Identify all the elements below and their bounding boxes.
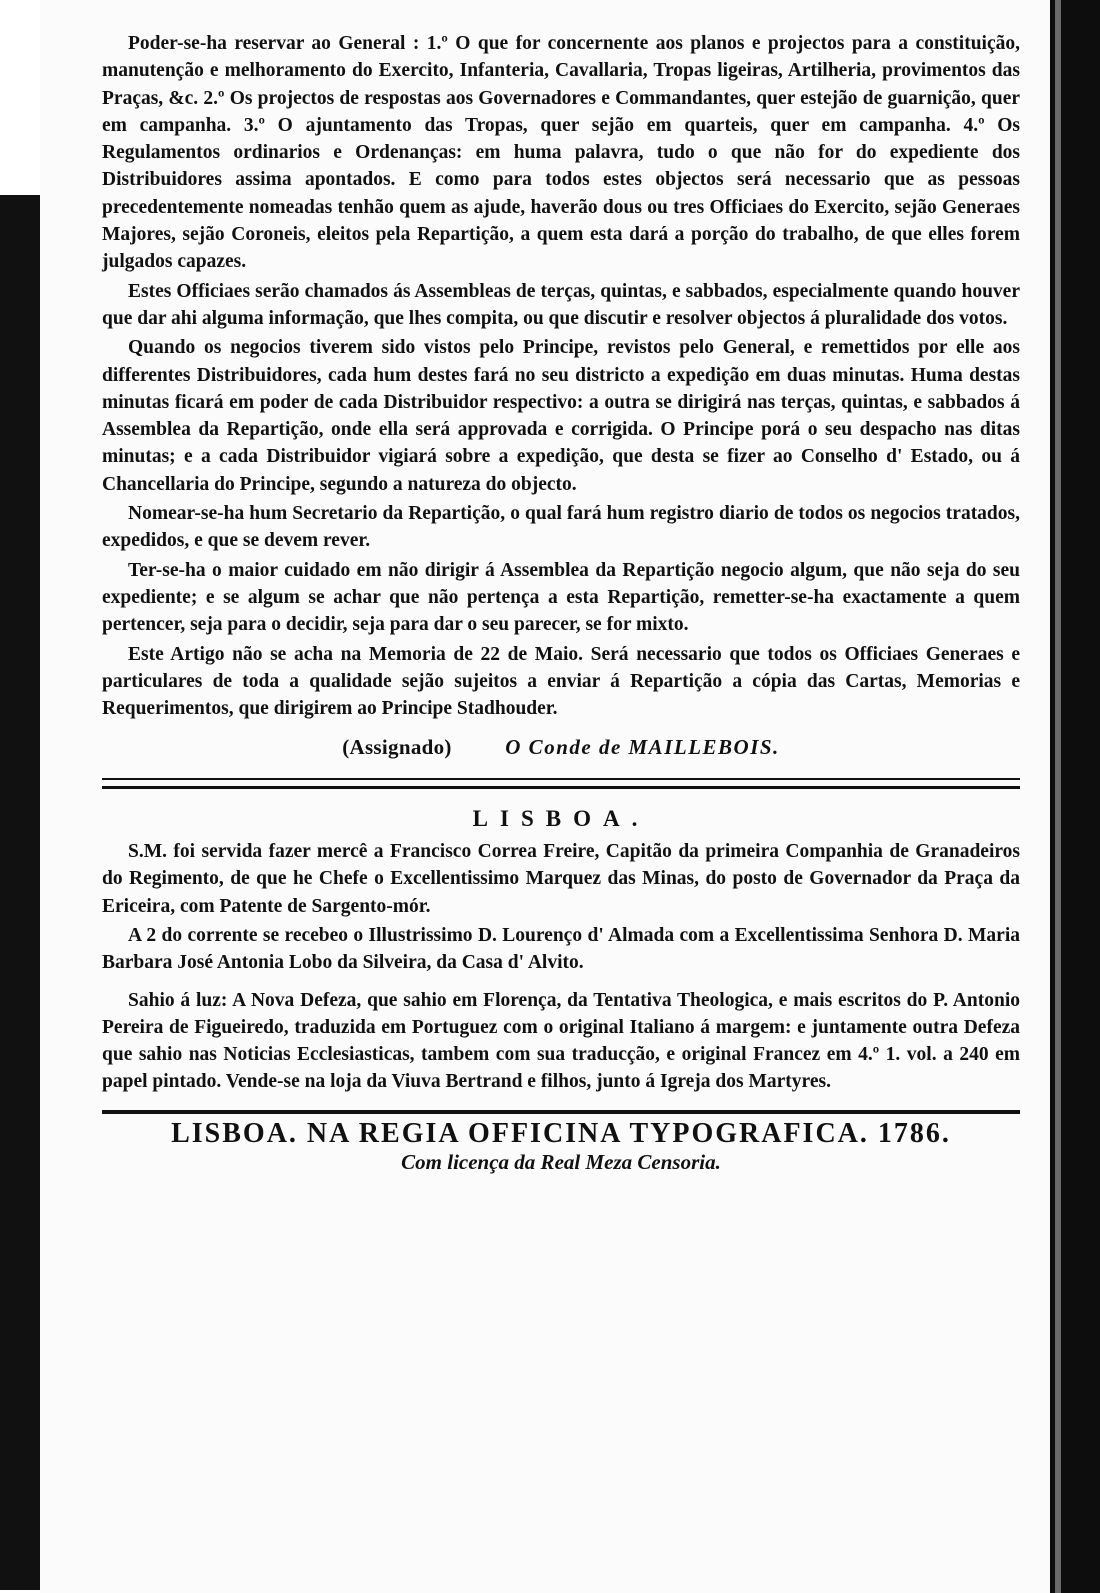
signed-label: (Assignado) xyxy=(342,735,452,760)
page-content xyxy=(102,30,1020,1176)
lisboa-paragraph-3: Sahio á luz: A Nova Defeza, que sahio em Florença, da Tentativa Theologica, e mais escritos do P. Antonio Pereira de Figueiredo, traduzida em Portuguez com o original Italiano á margem: e juntamente outra Defeza que sahio nas Noticias Ecclesiasticas, tambem com sua traducção, e original Francez em 4.º 1. vol. a 240 em papel pintado. Vende-se na loja da Viuva Bertrand e filhos, junto á Igreja dos Martyres. xyxy=(102,989,1020,1093)
imprint-line: LISBOA. NA REGIA OFFICINA TYPOGRAFICA. 1786. xyxy=(171,1117,951,1149)
article-paragraph-5: Ter-se-ha o maior cuidado em não dirigir á Assemblea da Repartição negocio algum, que não seja do seu expediente; e se algum se achar que não pertença a esta Repartição, remetter-se-ha exactamente a quem pertencer, seja para o decidir, seja para dar o seu parecer, se for mixto. xyxy=(102,559,1020,636)
article-section xyxy=(102,30,1020,762)
article-paragraph-6: Este Artigo não se acha na Memoria de 22 de Maio. Será necessario que todos os Officiaes Generaes e particulares de toda a qualidade sejão sujeitos a enviar á Repartição a cópia das Cartas, Memorias e Requerimentos, que dirigirem ao Principe Stadhouder. xyxy=(102,643,1020,720)
signer-name: O Conde de MAILLEBOIS. xyxy=(505,735,780,760)
article-paragraph-3: Quando os negocios tiverem sido vistos pelo Principe, revistos pelo General, e remettidos por elle aos differentes Distribuidores, cada hum destes fará no seu districto a expedição em duas minutas. Huma destas minutas ficará em poder de cada Distribuidor respectivo: a outra se dirigirá nas terças, quintas, e sabbados á Assemblea da Repartição, onde ella será approvada e corrigida. O Principe porá o seu despacho nas ditas minutas; e a cada Distribuidor vigiará sobre a expedição, que desta se fizer ao Conselho d' Estado, ou á Chancellaria do Principe, segundo a natureza do objecto. xyxy=(102,337,1020,495)
newspaper-page xyxy=(40,0,1050,1593)
article-paragraph-2: Estes Officiaes serão chamados ás Assembleas de terças, quintas, e sabbados, especialmente quando houver que dar ahi alguma informação, que lhes compita, ou que discutir e resolver objectos á pluralidade dos votos. xyxy=(102,280,1020,329)
license-line: Com licença da Real Meza Censoria. xyxy=(401,1149,721,1174)
lisboa-paragraph-1: S.M. foi servida fazer mercê a Francisco Correa Freire, Capitão da primeira Companhia de Granadeiros do Regimento, de que he Chefe o Excellentissimo Marquez das Minas, do posto de Governador da Praça da Ericeira, com Patente de Sargento-mór. xyxy=(102,841,1020,917)
page-footer xyxy=(102,1117,1020,1177)
scan-left-edge xyxy=(0,195,40,1590)
lisboa-paragraph-2: A 2 do corrente se recebeo o Illustrissimo D. Lourenço d' Almada com a Excellentissima Senhora D. Maria Barbara José Antonia Lobo da Silveira, da Casa d' Alvito. xyxy=(102,924,1020,974)
lisboa-section xyxy=(102,805,1020,1096)
footer-divider xyxy=(102,1110,1020,1114)
signature-line xyxy=(102,734,1020,761)
section-divider xyxy=(102,778,1020,789)
scan-right-edge xyxy=(1050,0,1100,1593)
article-paragraph-4: Nomear-se-ha hum Secretario da Repartição, o qual fará hum registro diario de todos os negocios tratados, expedidos, e que se devem rever. xyxy=(102,503,1020,552)
lisboa-heading: LISBOA. xyxy=(472,805,650,831)
article-paragraph-1: Poder-se-ha reservar ao General : 1.º O que for concernente aos planos e projectos para a constituição, manutenção e melhoramento do Exercito, Infanteria, Cavallaria, Tropas ligeiras, Artilheria, provimentos das Praças, &c. 2.º Os projectos de respostas aos Governadores e Commandantes, quer estejão de guarnição, quer em campanha. 3.º O ajuntamento das Tropas, quer sejão em quarteis, quer em campanha. 4.º Os Regulamentos ordinarios e Ordenanças: em huma palavra, tudo o que não for do expediente dos Distribuidores assima apontados. E como para todos estes objectos será necessario que as pessoas precedentemente nomeadas tenhão quem as ajude, haverão dous ou tres Officiaes do Exercito, sejão Generaes Majores, sejão Coroneis, eleitos pela Repartição, a quem esta dará a porção do trabalho, de que elles forem julgados capazes. xyxy=(102,33,1020,273)
